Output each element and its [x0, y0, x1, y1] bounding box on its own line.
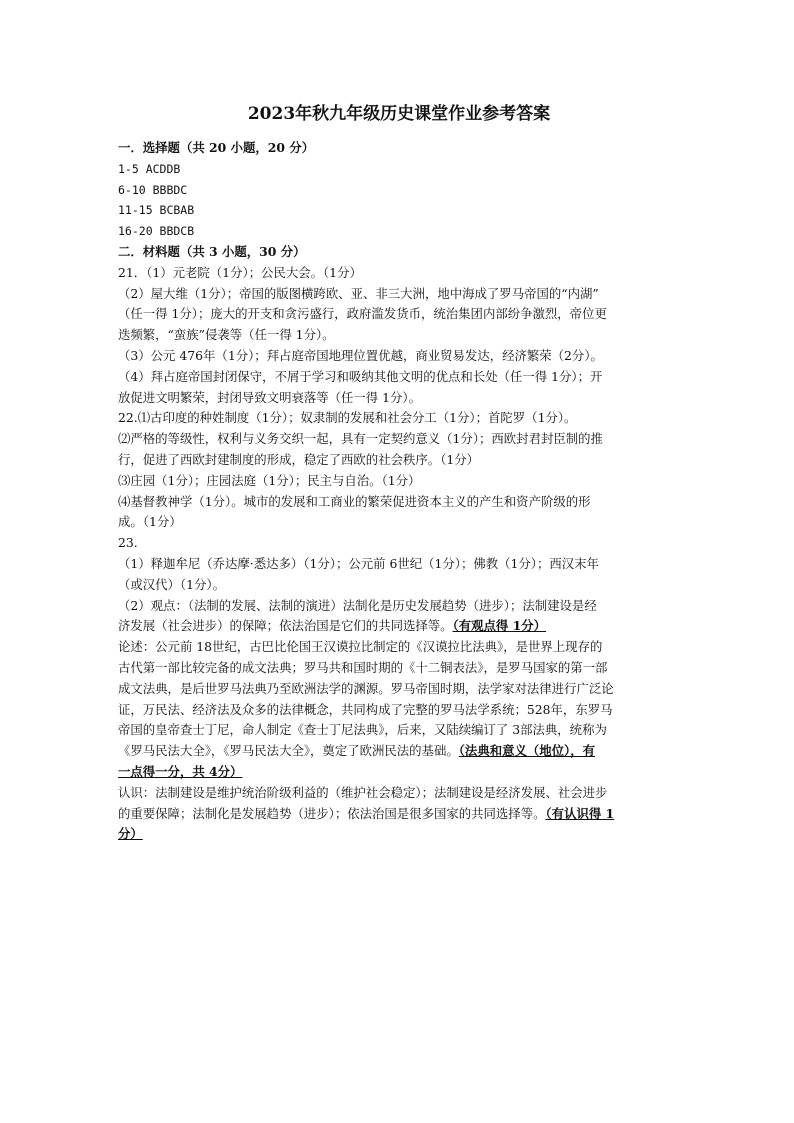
answer-line [118, 741, 680, 762]
answer-sheet [118, 104, 680, 845]
scoring-note: （有认识得 1 [545, 805, 615, 821]
answer-row: 6-10 BBBDC [118, 182, 188, 197]
answer-line: ⑶庄园（1分）；庄园法庭（1分）；民主与自治。（1分） [118, 472, 421, 488]
scoring-note: （法典和意义（地位），有 [458, 743, 596, 759]
answer-text: 的重要保障；法制化是发展趋势（进步）；依法治国是很多国家的共同选择等。 [118, 805, 546, 821]
answer-row: 16-20 BBDCB [118, 224, 195, 239]
answer-line: （3）公元 476年（1分）；拜占庭帝国地理位置优越，商业贸易发达，经济繁荣（2分）。 [118, 347, 603, 363]
answer-line: （2）屋大维（1分）；帝国的版图横跨欧、亚、非三大洲，地中海成了罗马帝国的“内湖” [118, 285, 599, 301]
answer-line: 23. [118, 535, 138, 551]
scoring-note: （有观点得 1分） [452, 618, 547, 634]
answer-line [118, 616, 680, 637]
answer-line: 22.⑴古印度的种姓制度（1分）；奴隶制的发展和社会分工（1分）；首陀罗（1分）。 [118, 410, 577, 426]
section-heading-material: 二．材料题（共 3 小题，30 分） [118, 243, 306, 259]
answer-line: 帝国的皇帝查士丁尼，命人制定《查士丁尼法典》，后来，又陆续编订了 3部法典，统称为 [118, 722, 607, 738]
answer-line: （1）释迦牟尼（乔达摩·悉达多）（1分）；公元前 6世纪（1分）；佛教（1分）；西汉末年 [118, 555, 599, 571]
page-title: 2023年秋九年级历史课堂作业参考答案 [247, 104, 551, 124]
answer-line: （4）拜占庭帝国封闭保守，不屑于学习和吸纳其他文明的优点和长处（任一得 1分）；开 [118, 368, 603, 384]
answer-line: （2）观点：（法制的发展、法制的演进）法制化是历史发展趋势（进步）；法制建设是经 [118, 597, 597, 613]
answer-line [118, 804, 680, 825]
answer-text: 济发展（社会进步）的保障；依法治国是它们的共同选择等。 [118, 618, 453, 634]
answer-line: 成。（1分） [118, 514, 182, 530]
answer-line: 古代第一部比较完备的成文法典；罗马共和国时期的《十二铜表法》，是罗马国家的第一部 [118, 659, 608, 675]
scoring-note: 分） [118, 826, 143, 842]
answer-line: 论述：公元前 18世纪，古巴比伦国王汉谟拉比制定的《汉谟拉比法典》，是世界上现存的 [118, 639, 603, 655]
scoring-note: 一点得一分，共 4分） [118, 763, 243, 779]
answer-row: 11-15 BCBAB [118, 203, 195, 218]
answer-line: （或汉代）（1分）。 [118, 576, 225, 592]
answer-line: ⑵严格的等级性，权利与义务交织一起，具有一定契约意义（1分）；西欧封君封臣制的推 [118, 431, 603, 447]
answer-line: （任一得 1分）；庞大的开支和贪污盛行，政府滥发货币，统治集团内部纷争激烈，帝位更 [118, 306, 607, 322]
answer-row: 1-5 ACDDB [118, 161, 181, 176]
answer-line: 21．（1）元老院（1分）；公民大会。（1分） [118, 264, 362, 280]
answer-line: 放促进文明繁荣，封闭导致文明衰落等（任一得 1分）。 [118, 389, 421, 405]
section-heading-choice: 一．选择题（共 20 小题，20 分） [118, 140, 315, 155]
answer-text: 《罗马民法大全》，《罗马民法大全》，奠定了欧洲民法的基础。 [118, 743, 459, 759]
answer-line: 迭频繁，“蛮族”侵袭等（任一得 1分）。 [118, 327, 335, 343]
answer-line: 成文法典，是后世罗马法典乃至欧洲法学的渊源。罗马帝国时期，法学家对法律进行广泛论 [118, 680, 614, 696]
answer-line: ⑷基督教神学（1分）。城市的发展和工商业的繁荣促进资本主义的产生和资产阶级的形 [118, 493, 591, 509]
answer-line: 证，万民法、经济法及众多的法律概念，共同构成了完整的罗马法学系统；528年，东罗马 [118, 701, 613, 717]
answer-line: 认识：法制建设是维护统治阶级利益的（维护社会稳定）；法制建设是经济发展、社会进步 [118, 784, 608, 800]
answer-line: 行，促进了西欧封建制度的形成，稳定了西欧的社会秩序。（1分） [118, 451, 480, 467]
